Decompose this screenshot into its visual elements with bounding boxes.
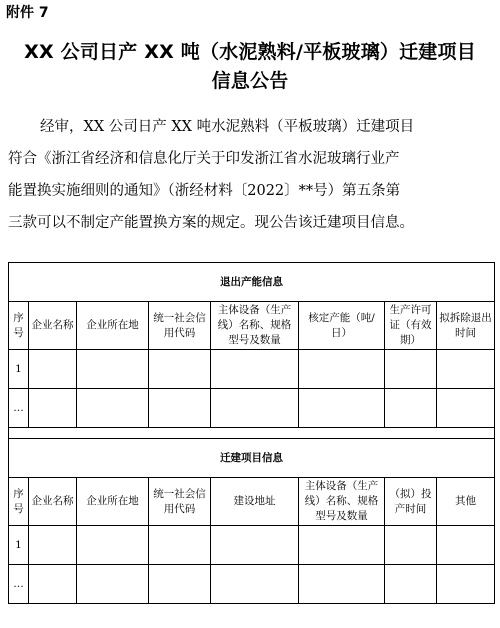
exit-section-title-row [9,263,495,302]
body-paragraph-line2: 符合《浙江省经济和信息化厅关于印发浙江省水泥玻璃行业产 [8,151,400,167]
spacer-cell [9,428,495,439]
table-cell [299,389,385,428]
table-cell [29,565,77,604]
document-title-line1: XX 公司日产 XX 吨（水泥熟料/平板玻璃）迁建项目 [24,41,476,63]
table-cell [149,389,211,428]
table-cell [77,389,149,428]
table-cell [437,526,495,565]
table-row [9,565,495,604]
column-header: 其他 [437,478,495,526]
column-header: 企业所在地 [77,478,149,526]
table-cell: 1 [9,350,29,389]
table-cell [29,526,77,565]
exit-section-title: 退出产能信息 [9,263,495,302]
table-cell: … [9,389,29,428]
relocate-section-title: 迁建项目信息 [9,439,495,478]
column-header: 生产许可证（有效期） [385,302,437,350]
body-paragraph-line1: 经审，XX 公司日产 XX 吨水泥熟料（平板玻璃）迁建项目 [40,119,415,135]
table-cell [211,565,299,604]
attachment-label: 附件 7 [6,5,49,21]
table-cell [211,350,299,389]
column-header: 拟拆除退出时间 [437,302,495,350]
table-row [9,526,495,565]
section-spacer [9,428,495,439]
table-row [9,389,495,428]
column-header: 序号 [9,302,29,350]
info-table [8,262,495,604]
table-cell: 1 [9,526,29,565]
table-cell [211,389,299,428]
relocate-section-title-row [9,439,495,478]
table-cell [29,389,77,428]
table-row [9,350,495,389]
table-cell [437,389,495,428]
column-header: 企业名称 [29,478,77,526]
table-cell [77,565,149,604]
body-paragraph-line4: 三款可以不制定产能置换方案的规定。现公告该迁建项目信息。 [8,215,414,231]
table-cell [149,565,211,604]
column-header: 建设地址 [211,478,299,526]
table-cell [385,389,437,428]
exit-header-row [9,302,495,350]
document-title-line2: 信息公告 [211,70,289,92]
column-header: 核定产能（吨/日） [299,302,385,350]
table-cell: … [9,565,29,604]
column-header: 企业所在地 [77,302,149,350]
column-header: 序号 [9,478,29,526]
table-cell [385,526,437,565]
table-cell [211,526,299,565]
table-cell [299,565,385,604]
column-header: 统一社会信用代码 [149,478,211,526]
table-cell [149,526,211,565]
column-header: 统一社会信用代码 [149,302,211,350]
table-cell [437,350,495,389]
column-header: （拟）投产时间 [385,478,437,526]
table-cell [77,526,149,565]
relocate-header-row [9,478,495,526]
body-paragraph-line3: 能置换实施细则的通知》（浙经材料〔2022〕**号）第五条第 [8,183,401,199]
table-cell [437,565,495,604]
table-cell [149,350,211,389]
table-cell [385,350,437,389]
column-header: 企业名称 [29,302,77,350]
table-cell [29,350,77,389]
table-cell [385,565,437,604]
column-header: 主体设备（生产线）名称、规格型号及数量 [211,302,299,350]
table-cell [299,350,385,389]
table-cell [299,526,385,565]
column-header: 主体设备（生产线）名称、规格型号及数量 [299,478,385,526]
table-cell [77,350,149,389]
